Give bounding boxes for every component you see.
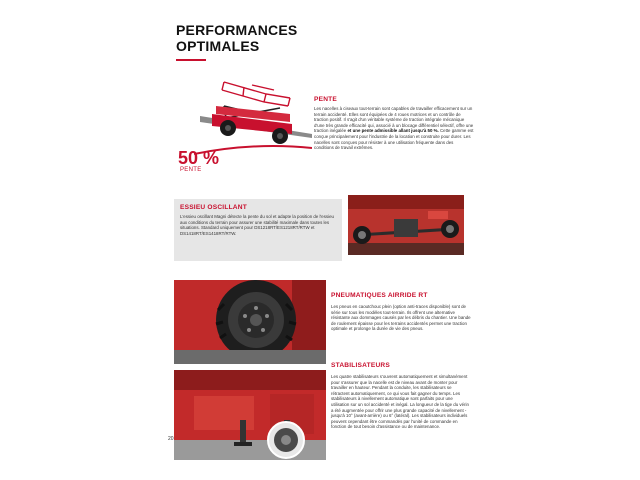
title-underline — [176, 59, 206, 61]
section-text-essieu: L'essieu oscillant Magni détecte la pente du sol et adapte la position de l'essieu aux conditions du terrain pour assurer une stabilité maximale dans toutes les situations. Standard uniquement pour DS1218RT/ES1218RT/RTW et DS1418RT/ES1418RT/RTW. — [180, 214, 334, 236]
brochure-page — [168, 0, 478, 480]
slope-percentage-label: PENTE — [180, 167, 202, 173]
section-text-pente — [314, 106, 474, 151]
slope-percentage: 50 % — [178, 148, 220, 168]
section-title-essieu: ESSIEU OSCILLANT — [180, 204, 247, 211]
tyre-image — [174, 280, 326, 364]
section-title-pente: PENTE — [314, 96, 337, 103]
section-title-pneus: PNEUMATIQUES AIRRIDE RT — [331, 292, 428, 299]
stabilizer-image — [174, 370, 326, 460]
pente-text-before: Les nacelles à ciseaux tout-terrain sont capables de travailler efficacement sur un terrain accidenté. Elles sont équipées de 4 roues motrices et un contrôle de traction positif. Il s'agit d'un véritable système de traction intégrale mécanique d'une très grande efficacité qui, associé à un blocage différentiel sélectif, offre une traction inégalée — [314, 106, 474, 134]
page-title — [176, 22, 297, 54]
section-title-stabilisateurs: STABILISATEURS — [331, 362, 390, 369]
section-text-pneus: Les pneus en caoutchouc plein (option anti-traces disponible) sont de série sur tous les modèles tout-terrain. Ils offrent une alternative résistante aux dommages causés par les débris du chantier. Une bande de roulement épaisse pour les terrains accidentés permet une traction optimale et prolonge la durée de vie des pneus. — [331, 304, 471, 332]
page-title-line1: PERFORMANCES — [176, 22, 298, 38]
oscillating-axle-image — [348, 195, 464, 255]
pente-text-bold: et une pente admissible allant jusqu'à 50 %. — [347, 128, 439, 134]
page-title-line2: OPTIMALES — [176, 38, 260, 54]
pente-text-after: Cette gamme est conçue principalement pour l'industrie de la location et construite pour durer. Les nacelles sont conçues pour résister à une utilisation fréquente dans des conditions de travail extrêmes. — [314, 128, 474, 151]
page-number: 20 — [168, 436, 174, 442]
section-text-stabilisateurs: Les quatre stabilisateurs s'ouvrent automatiquement et simultanément pour s'assurer que la nacelle est de niveau avant de monter pour travailler en hauteur. Pendant la conduite, les stabilisateurs se rétractent automatiquement, ce qui vous fait gagner du temps. Les stabilisateurs à nivellement automatique sont parfaits pour une utilisation sur un sol accidenté et inégal. La longueur de la tige du vérin a été augmentée pour offrir une plus grande capacité de nivellement - jusqu'à 10° (avant-arrière) ou 6° (latéral). Les stabilisateurs individuels peuvent cependant être commandés par l'unité de commande en fonction de tout besoin d'assistance ou de maintenance. — [331, 374, 469, 430]
scissor-lift-slope-image — [194, 76, 312, 156]
